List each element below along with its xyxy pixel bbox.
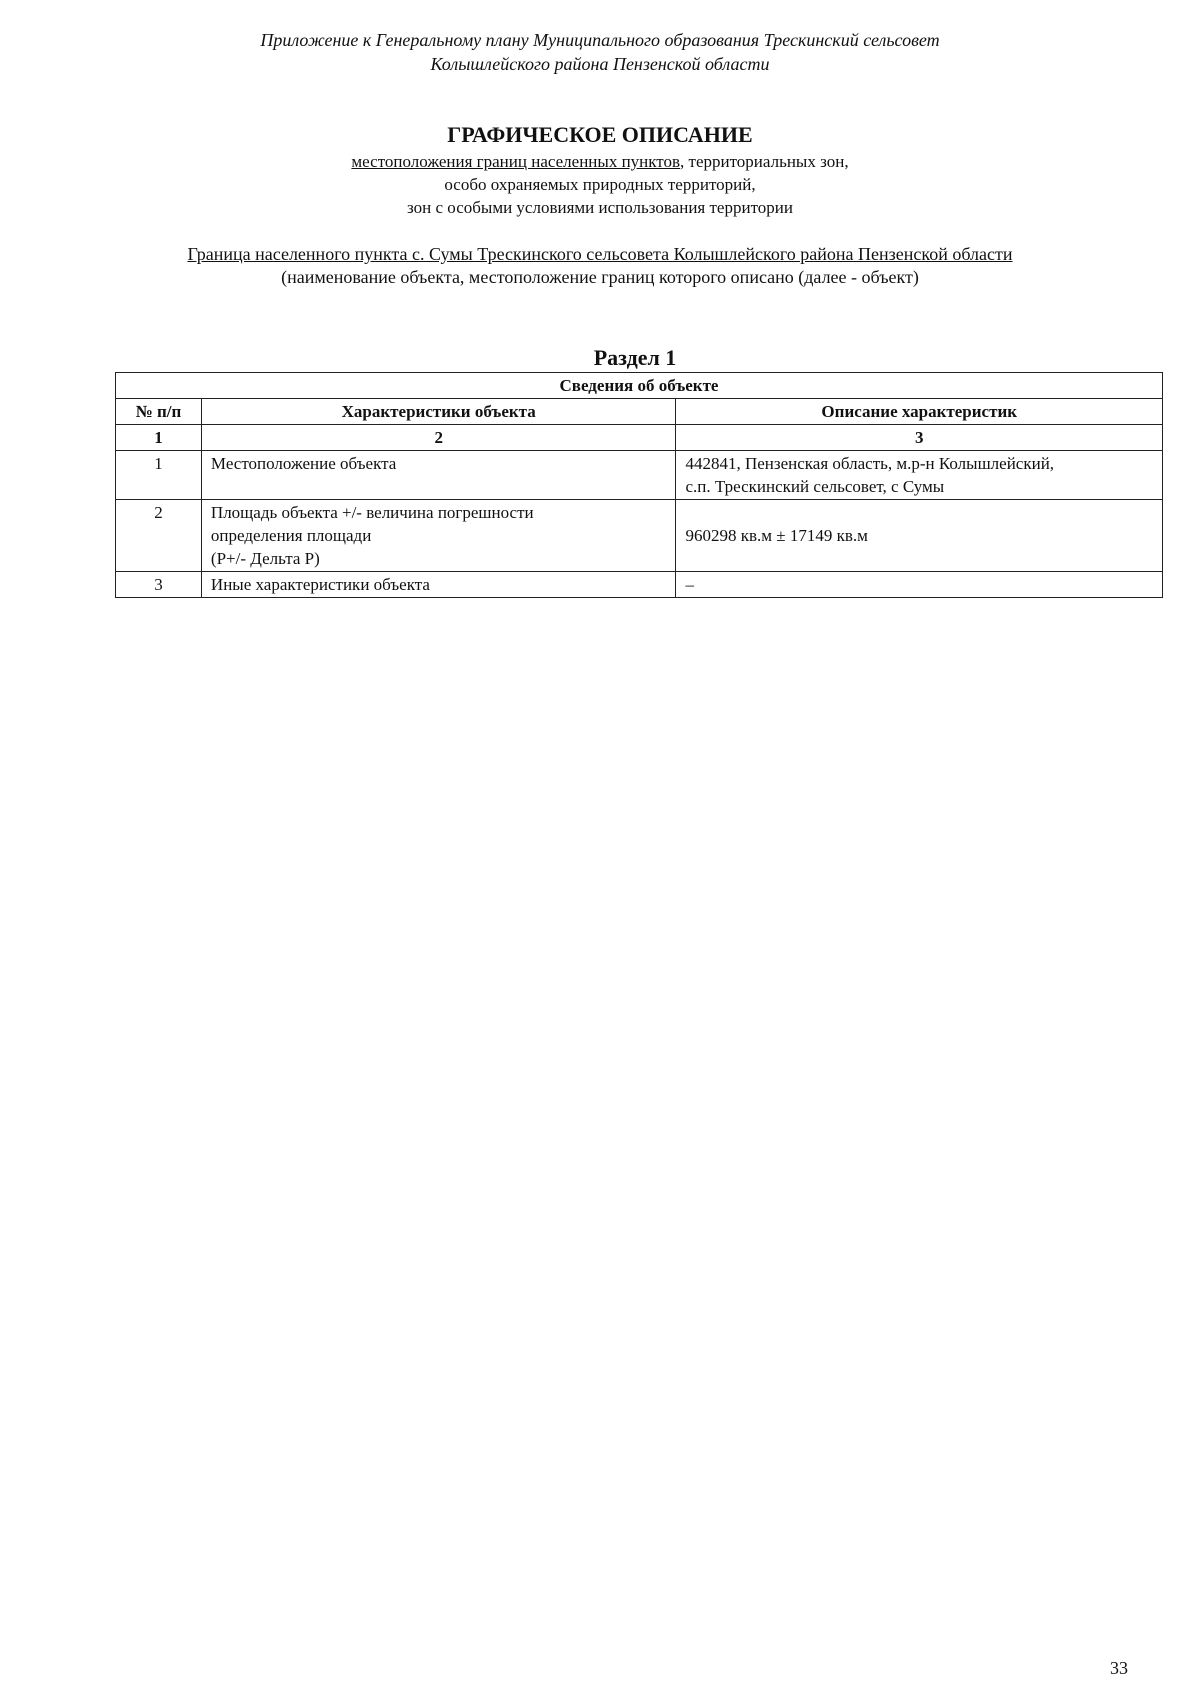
header-num: № п/п bbox=[116, 399, 202, 425]
row-description bbox=[676, 572, 1163, 598]
subtitle-line-3: зон с особыми условиями использования территории bbox=[407, 198, 793, 217]
characteristic-line: Местоположение объекта bbox=[210, 454, 397, 473]
column-number-2: 2 bbox=[201, 425, 676, 451]
row-num: 3 bbox=[116, 572, 202, 598]
document-title: ГРАФИЧЕСКОЕ ОПИСАНИЕ bbox=[447, 122, 753, 147]
row-characteristic bbox=[201, 572, 676, 598]
table-caption: Сведения об объекте bbox=[116, 373, 1163, 399]
header-description: Описание характеристик bbox=[676, 399, 1163, 425]
subtitle-line-1 bbox=[0, 150, 1200, 173]
column-number-1: 1 bbox=[116, 425, 202, 451]
subtitle-underlined: местоположения границ населенных пунктов bbox=[351, 152, 681, 171]
object-block bbox=[0, 243, 1200, 289]
characteristic-line: определения площади bbox=[210, 526, 372, 545]
page-number: 33 bbox=[1110, 1658, 1128, 1678]
row-num: 2 bbox=[116, 500, 202, 572]
characteristic-line: (Р+/- Дельта Р) bbox=[210, 549, 320, 568]
characteristic-line: Площадь объекта +/- величина погрешности bbox=[210, 503, 534, 522]
description-line: – bbox=[685, 575, 694, 594]
characteristic-line: Иные характеристики объекта bbox=[210, 575, 430, 594]
table-row bbox=[116, 451, 1163, 500]
section-title: Раздел 1 bbox=[593, 345, 677, 370]
row-description bbox=[676, 500, 1163, 572]
object-name: Граница населенного пункта с. Сумы Трескинского сельсовета Колышлейского района Пензенской области bbox=[187, 244, 1013, 264]
header-line-2: Колышлейского района Пензенской области bbox=[430, 54, 770, 74]
object-info-table bbox=[115, 372, 1163, 598]
subtitle-rest: , территориальных зон, bbox=[680, 152, 849, 171]
header-line-1: Приложение к Генеральному плану Муниципального образования Трескинский сельсовет bbox=[260, 30, 940, 50]
table-row bbox=[116, 500, 1163, 572]
table-column-numbers-row bbox=[116, 425, 1163, 451]
row-characteristic bbox=[201, 500, 676, 572]
table-caption-row bbox=[116, 373, 1163, 399]
description-line: 960298 кв.м ± 17149 кв.м bbox=[685, 526, 868, 545]
table-header-row bbox=[116, 399, 1163, 425]
row-characteristic bbox=[201, 451, 676, 500]
subtitle-line-2: особо охраняемых природных территорий, bbox=[444, 175, 756, 194]
document-subtitle bbox=[0, 150, 1200, 219]
column-number-3: 3 bbox=[676, 425, 1163, 451]
table-row bbox=[116, 572, 1163, 598]
description-line: с.п. Трескинский сельсовет, с Сумы bbox=[685, 477, 945, 496]
row-description bbox=[676, 451, 1163, 500]
document-header bbox=[0, 28, 1200, 76]
row-num: 1 bbox=[116, 451, 202, 500]
object-caption: (наименование объекта, местоположение границ которого описано (далее - объект) bbox=[281, 267, 919, 287]
description-line: 442841, Пензенская область, м.р-н Колышлейский, bbox=[685, 454, 1055, 473]
header-characteristics: Характеристики объекта bbox=[201, 399, 676, 425]
